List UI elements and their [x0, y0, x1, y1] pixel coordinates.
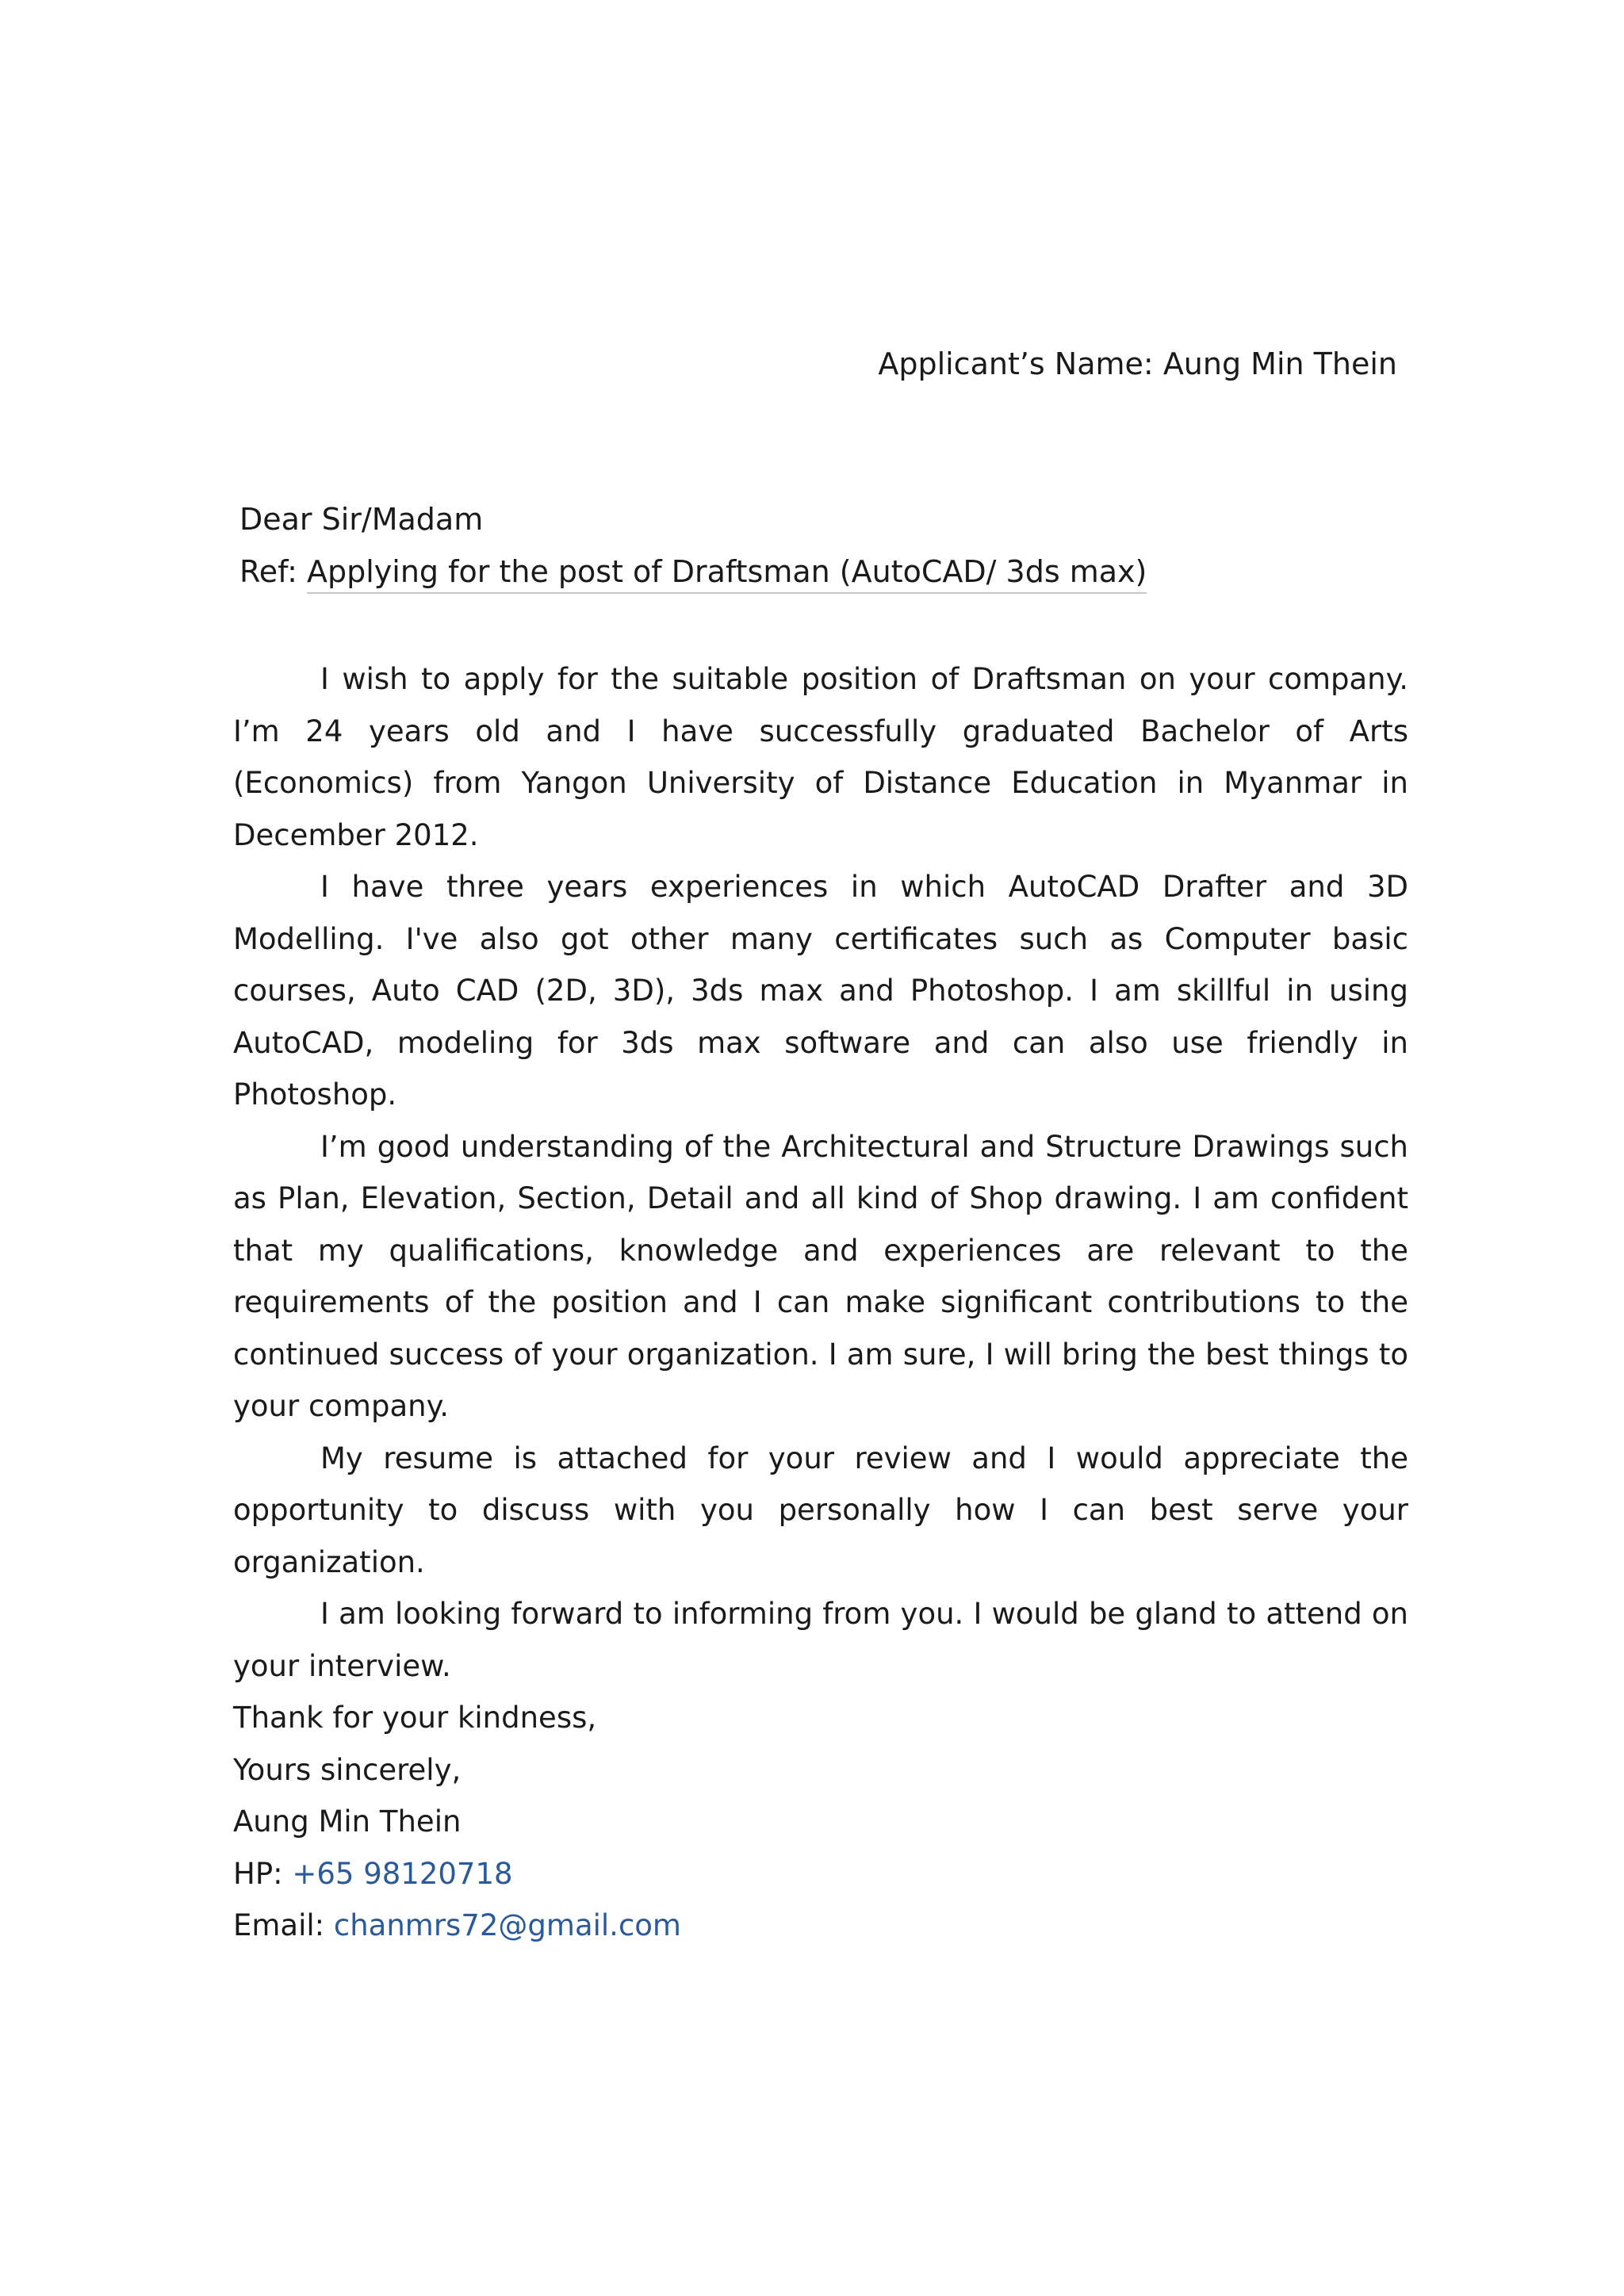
closing-thanks: Thank for your kindness,	[233, 1701, 597, 1735]
paragraph-experience: I have three years experiences in which AutoCAD Drafter and 3D Modelling. I've also got other many certificates such as Computer basic courses, Auto CAD (2D, 3D), 3ds max and Photoshop. I am skillful in using AutoCAD, modeling for 3ds max software and can also use friendly in Photoshop.	[233, 870, 1408, 1112]
paragraph-skills: I’m good understanding of the Architectural and Structure Drawings such as Plan, Elevation, Section, Detail and all kind of Shop drawing. I am confident that my qualifications, knowledge and experiences are relevant to the requirements of the position and I can make significant contributions to the continued success of your organization. I am sure, I will bring the best things to your company.	[233, 1129, 1408, 1423]
email-label: Email:	[233, 1908, 325, 1942]
applicant-name: Aung Min Thein	[1162, 346, 1397, 381]
reference-line	[239, 550, 1147, 593]
closing-sign-off: Yours sincerely,	[233, 1752, 462, 1787]
email-line	[233, 1900, 1408, 1952]
paragraph-introduction: I wish to apply for the suitable position of Draftsman on your company. I’m 24 years old and I have successfully graduated Bachelor of Arts (Economics) from Yangon University of Distance Education in Myanmar in December 2012.	[233, 662, 1408, 852]
signature-name: Aung Min Thein	[233, 1804, 462, 1839]
salutation: Dear Sir/Madam	[239, 502, 484, 537]
phone-line	[233, 1848, 1408, 1900]
applicant-name-line	[878, 342, 1397, 385]
ref-subject: Applying for the post of Draftsman (AutoCAD/ 3ds max)	[307, 554, 1147, 594]
applicant-label: Applicant’s Name:	[878, 346, 1154, 381]
paragraph-interview: I am looking forward to informing from you. I would be gland to attend on your interview.	[233, 1597, 1408, 1683]
letter-body	[233, 653, 1408, 1952]
ref-label: Ref:	[239, 554, 297, 589]
phone-label: HP:	[233, 1856, 283, 1891]
phone-number-link[interactable]: +65 98120718	[292, 1856, 513, 1891]
email-link[interactable]: chanmrs72@gmail.com	[333, 1908, 681, 1942]
paragraph-resume: My resume is attached for your review and I would appreciate the opportunity to discuss with you personally how I can best serve your organization.	[233, 1441, 1408, 1579]
